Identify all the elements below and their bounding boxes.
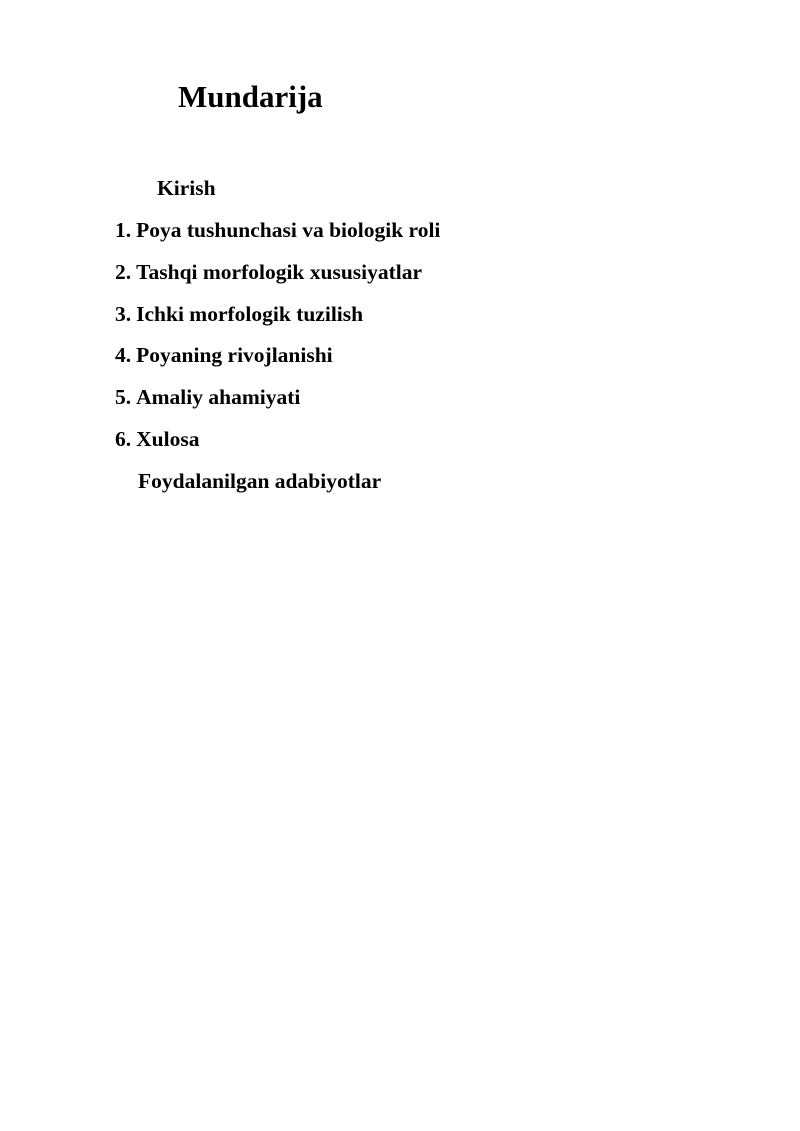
- toc-intro: [157, 174, 216, 202]
- toc-item-number: 4.: [115, 343, 132, 367]
- toc-references-label: Foydalanilgan adabiyotlar: [138, 469, 382, 493]
- toc-item-number: 3.: [115, 302, 132, 326]
- toc-item-label: Amaliy ahamiyati: [136, 385, 301, 409]
- toc-item-1: [115, 216, 440, 244]
- toc-item-number: 1.: [115, 218, 132, 242]
- page-title: Mundarija: [178, 79, 323, 114]
- toc-item-5: [115, 383, 300, 411]
- toc-item-number: 2.: [115, 260, 132, 284]
- toc-item-label: Ichki morfologik tuzilish: [136, 302, 364, 326]
- toc-item-number: 6.: [115, 427, 132, 451]
- toc-item-label: Poya tushunchasi va biologik roli: [136, 218, 441, 242]
- toc-references: [138, 467, 381, 495]
- toc-item-label: Xulosa: [136, 427, 200, 451]
- toc-item-label: Poyaning rivojlanishi: [136, 343, 333, 367]
- toc-item-4: [115, 341, 333, 369]
- toc-intro-label: Kirish: [157, 176, 216, 200]
- toc-item-label: Tashqi morfologik xususiyatlar: [136, 260, 423, 284]
- toc-item-6: [115, 425, 199, 453]
- toc-item-3: [115, 300, 363, 328]
- toc-item-number: 5.: [115, 385, 132, 409]
- toc-item-2: [115, 258, 422, 286]
